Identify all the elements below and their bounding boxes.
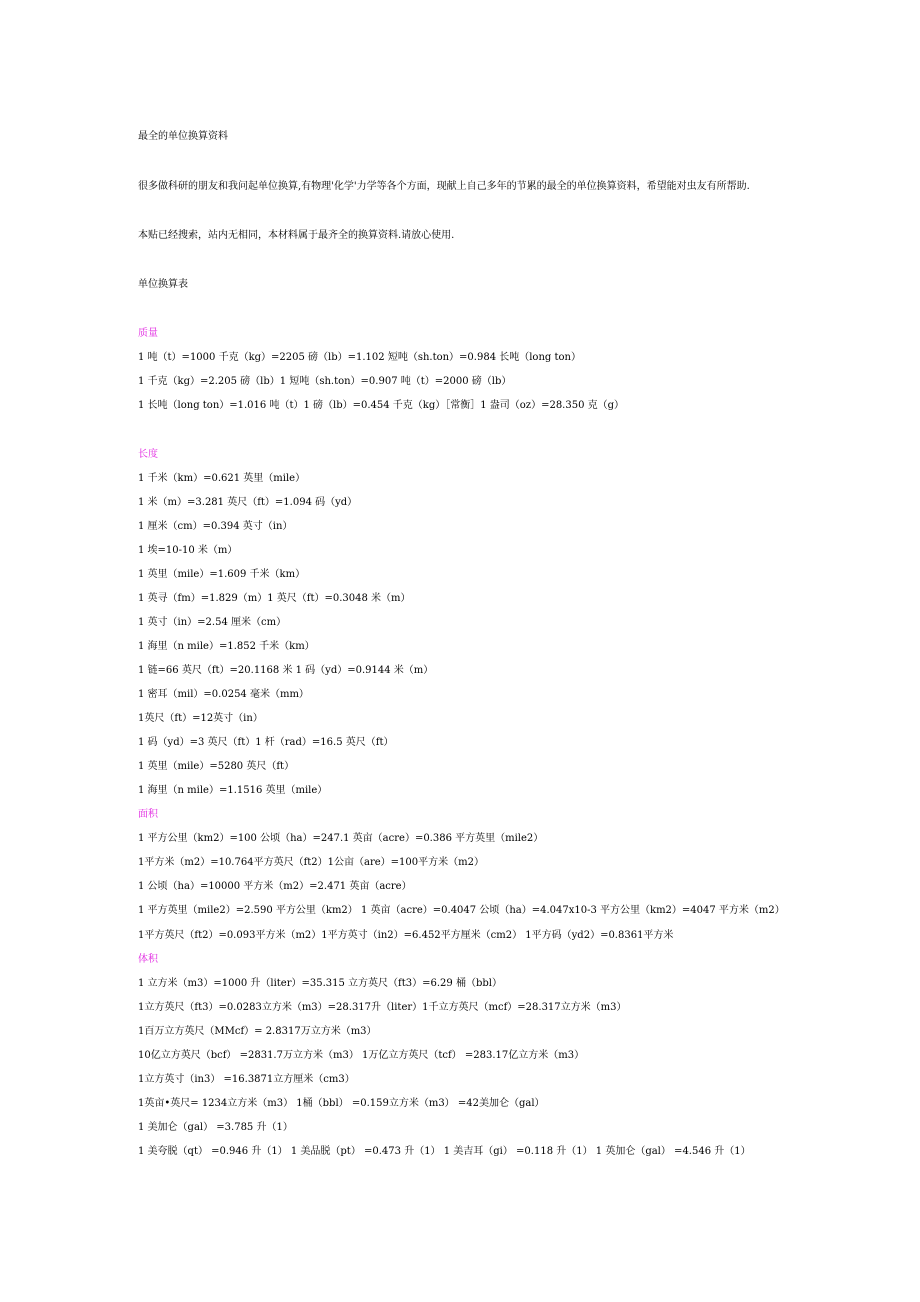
conversion-line: 1立方英尺（ft3）=0.0283立方米（m3）=28.317升（liter）1千立方英尺（mcf）=28.317立方米（m3） bbox=[138, 1002, 627, 1013]
conversion-line: 1 链=66 英尺（ft）=20.1168 米 1 码（yd）=0.9144 米（m） bbox=[138, 665, 434, 676]
conversion-line: 1 千米（km）=0.621 英里（mile） bbox=[138, 473, 306, 484]
conversion-line: 1 长吨（long ton）=1.016 吨（t）1 磅（lb）=0.454 千克（kg）［常衡］1 盎司（oz）=28.350 克（g） bbox=[138, 400, 625, 411]
note-paragraph: 本贴已经搜索，站内无相同，本材料属于最齐全的换算资料.请放心使用. bbox=[138, 230, 455, 241]
section-heading-length: 长度 bbox=[138, 449, 158, 460]
conversion-line: 1 埃=10-10 米（m） bbox=[138, 545, 238, 556]
conversion-line: 1 米（m）=3.281 英尺（ft）=1.094 码（yd） bbox=[138, 497, 358, 508]
conversion-line: 1 英里（mile）=1.609 千米（km） bbox=[138, 569, 306, 580]
conversion-line: 1 英里（mile）=5280 英尺（ft） bbox=[138, 761, 295, 772]
conversion-line: 1英亩•英尺= 1234立方米（m3） 1桶（bbl） =0.159立方米（m3） =42美加仑（gal） bbox=[138, 1098, 545, 1109]
conversion-line: 1 美夸脱（qt） =0.946 升（1） 1 美品脱（pt） =0.473 升（1） 1 美吉耳（gi） =0.118 升（1） 1 英加仑（gal） =4.546 升（1） bbox=[138, 1146, 751, 1157]
conversion-line: 1 海里（n mile）=1.852 千米（km） bbox=[138, 641, 315, 652]
conversion-line: 1 英寻（fm）=1.829（m）1 英尺（ft）=0.3048 米（m） bbox=[138, 593, 411, 604]
section-heading-volume: 体积 bbox=[138, 954, 158, 965]
conversion-line: 1 美加仑（gal） =3.785 升（1） bbox=[138, 1122, 293, 1133]
conversion-line: 1 平方英里（mile2）=2.590 平方公里（km2） 1 英亩（acre）=0.4047 公顷（ha）=4.047x10-3 平方公里（km2）=4047 平方米（m2） bbox=[138, 905, 785, 916]
conversion-line: 1 公顷（ha）=10000 平方米（m2）=2.471 英亩（acre） bbox=[138, 881, 412, 892]
table-title: 单位换算表 bbox=[138, 279, 188, 290]
conversion-line: 1百万立方英尺（MMcf）= 2.8317万立方米（m3） bbox=[138, 1026, 377, 1037]
conversion-line: 1平方米（m2）=10.764平方英尺（ft2）1公亩（are）=100平方米（m2） bbox=[138, 857, 484, 868]
conversion-line: 1 码（yd）=3 英尺（ft）1 杆（rad）=16.5 英尺（ft） bbox=[138, 737, 394, 748]
conversion-line: 1 海里（n mile）=1.1516 英里（mile） bbox=[138, 785, 328, 796]
conversion-line: 1平方英尺（ft2）=0.093平方米（m2）1平方英寸（in2）=6.452平方厘米（cm2） 1平方码（yd2）=0.8361平方米 bbox=[138, 930, 674, 941]
intro-paragraph: 很多做科研的朋友和我问起单位换算,有物理'化学'力学等各个方面，现献上自己多年的节累的最全的单位换算资料，希望能对虫友有所帮助. bbox=[138, 181, 750, 192]
section-heading-mass: 质量 bbox=[138, 328, 158, 339]
conversion-line: 1 立方米（m3）=1000 升（liter）=35.315 立方英尺（ft3）=6.29 桶（bbl） bbox=[138, 978, 502, 989]
conversion-line: 1 英寸（in）=2.54 厘米（cm） bbox=[138, 617, 287, 628]
conversion-line: 1立方英寸（in3） =16.3871立方厘米（cm3） bbox=[138, 1074, 355, 1085]
document-title: 最全的单位换算资料 bbox=[138, 131, 228, 142]
conversion-line: 1 密耳（mil）=0.0254 毫米（mm） bbox=[138, 689, 309, 700]
conversion-line: 1 平方公里（km2）=100 公顷（ha）=247.1 英亩（acre）=0.386 平方英里（mile2） bbox=[138, 833, 544, 844]
conversion-line: 1 厘米（cm）=0.394 英寸（in） bbox=[138, 521, 293, 532]
conversion-line: 1 千克（kg）=2.205 磅（lb）1 短吨（sh.ton）=0.907 吨（t）=2000 磅（lb） bbox=[138, 376, 512, 387]
conversion-line: 1英尺（ft）=12英寸（in） bbox=[138, 713, 263, 724]
section-heading-area: 面积 bbox=[138, 809, 158, 820]
conversion-line: 1 吨（t）=1000 千克（kg）=2205 磅（lb）=1.102 短吨（sh.ton）=0.984 长吨（long ton） bbox=[138, 352, 581, 363]
conversion-line: 10亿立方英尺（bcf） =2831.7万立方米（m3） 1万亿立方英尺（tcf） =283.17亿立方米（m3） bbox=[138, 1050, 585, 1061]
